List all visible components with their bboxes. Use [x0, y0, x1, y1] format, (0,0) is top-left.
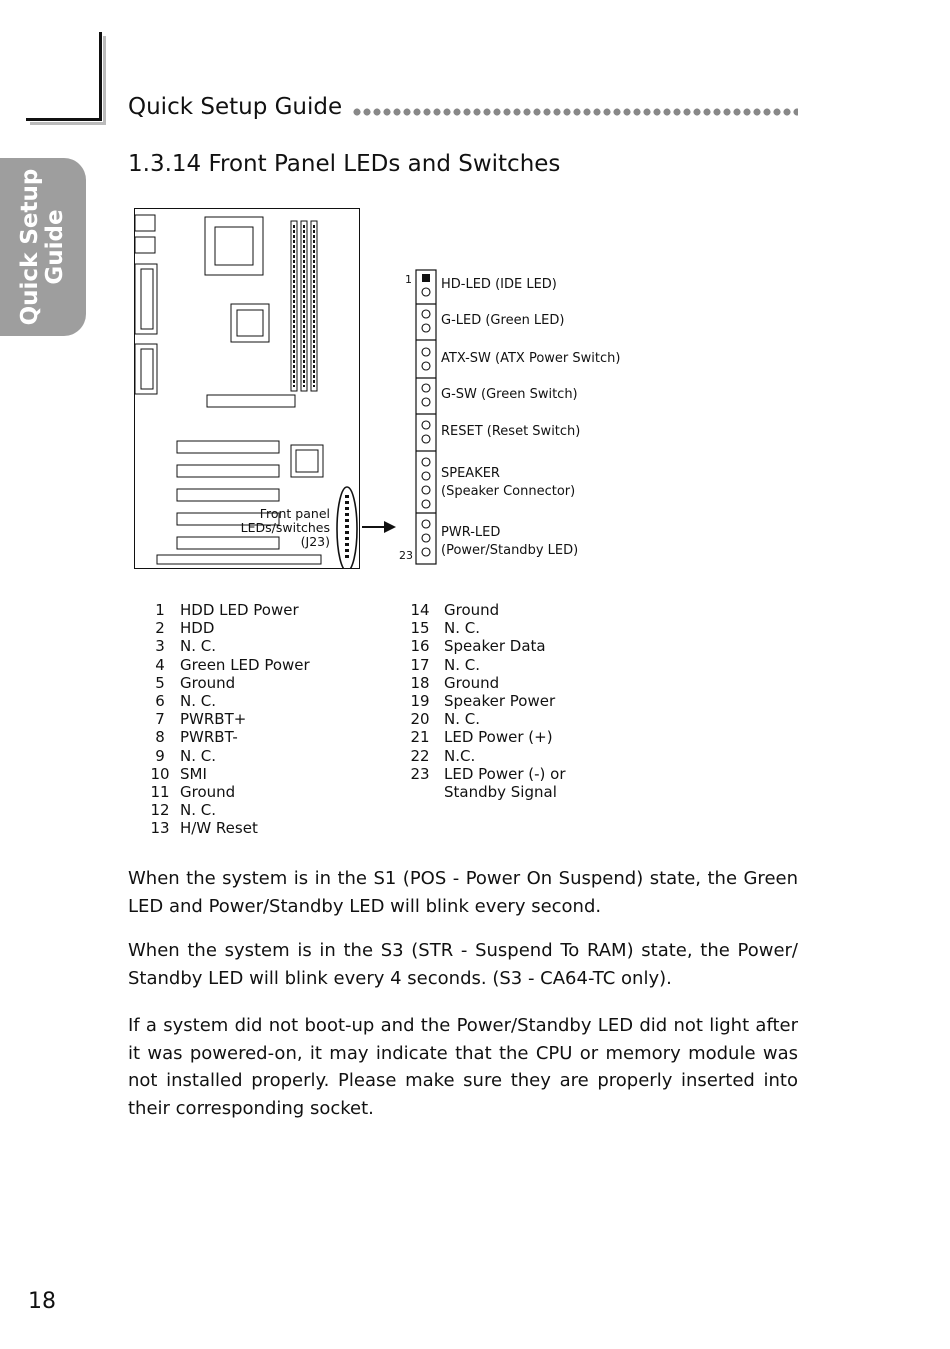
parallel-port	[135, 264, 157, 334]
isa-slot	[157, 555, 321, 564]
label-hd-led: HD-LED (IDE LED)	[441, 277, 557, 292]
pin-num: 12	[150, 801, 170, 820]
pin-row	[396, 656, 566, 674]
pin-row	[140, 656, 310, 674]
pin-row	[396, 765, 566, 783]
pin-name: HDD	[180, 619, 215, 638]
pin-name: N. C.	[444, 710, 480, 729]
pin-name: Ground	[180, 673, 236, 692]
pin-row	[396, 692, 566, 710]
pin-row	[140, 710, 310, 728]
section-title: 1.3.14 Front Panel LEDs and Switches	[128, 151, 561, 177]
front-panel-callout	[230, 507, 330, 549]
pin-name: Ground	[180, 783, 236, 802]
pin-num: 18	[410, 673, 430, 692]
pin-num: 2	[155, 619, 165, 638]
pin-num: 5	[155, 673, 165, 692]
pin-num: 19	[410, 692, 430, 711]
pin-name: LED Power (-) or	[444, 764, 566, 783]
pin-row	[140, 819, 310, 837]
pin-num: 20	[410, 710, 430, 729]
j23-header-small	[345, 495, 349, 558]
pin-row	[140, 801, 310, 819]
corner-mark-shadow	[103, 36, 106, 124]
pin-num: 4	[155, 655, 165, 674]
pin-row	[140, 692, 310, 710]
pin-row	[396, 619, 566, 637]
label-g-sw: G-SW (Green Switch)	[441, 387, 578, 402]
pin-row	[396, 728, 566, 746]
pin-name: N. C.	[180, 637, 216, 656]
side-tab-label	[0, 158, 86, 336]
serial-port	[135, 344, 157, 394]
page-number: 18	[28, 1289, 56, 1314]
pin-name: N. C.	[180, 692, 216, 711]
pin-name: PWRBT-	[180, 728, 238, 747]
pin-num: 8	[155, 728, 165, 747]
callout-line3: (J23)	[300, 534, 330, 549]
pin-table-right	[396, 601, 566, 801]
pin-name: N. C.	[180, 801, 216, 820]
pin-row	[396, 601, 566, 619]
pin-row	[140, 728, 310, 746]
label-pwr-led-sub: (Power/Standby LED)	[441, 543, 579, 558]
pin-num: 15	[410, 619, 430, 638]
dimm-slots	[291, 221, 317, 391]
pin-num: 22	[410, 746, 430, 765]
cpu-socket	[205, 217, 263, 275]
pin-number-last: 23	[399, 549, 413, 562]
j23-connector-enlarged	[404, 268, 438, 568]
pin-num: 3	[155, 637, 165, 656]
pin-num: 6	[155, 692, 165, 711]
pin-name: Ground	[444, 673, 500, 692]
ps2-port	[135, 215, 155, 231]
pin-row	[140, 783, 310, 801]
pin-row	[396, 710, 566, 728]
pin-name: SMI	[180, 764, 207, 783]
pin-number-first: 1	[405, 273, 412, 286]
pin-table-left	[140, 601, 310, 838]
pin-name: N. C.	[444, 655, 480, 674]
pin-num: 9	[155, 746, 165, 765]
paragraph-s3: When the system is in the S3 (STR - Suspend To RAM) state, the Power/ Standby LED will blink every 4 seconds. (S3 - CA64-TC only).	[128, 940, 798, 989]
pin-num	[396, 783, 444, 801]
pin-num: 21	[410, 728, 430, 747]
pin-row	[396, 637, 566, 655]
pin-num: 14	[410, 601, 430, 619]
pin-row	[396, 674, 566, 692]
pin-name: Speaker Power	[444, 692, 556, 711]
pin-num: 17	[410, 655, 430, 674]
pin-name: PWRBT+	[180, 710, 247, 729]
pin-name: N.C.	[444, 746, 476, 765]
paragraph-s1: When the system is in the S1 (POS - Power On Suspend) state, the Green LED and Power/Standby LED will blink every second.	[128, 868, 798, 917]
pin-num: 10	[150, 764, 170, 783]
ps2-port	[135, 237, 155, 253]
corner-mark	[99, 32, 102, 120]
label-pwr-led: PWR-LED	[441, 525, 501, 540]
pci-slot	[177, 441, 279, 453]
header-dotted-rule	[352, 108, 798, 116]
side-tab-line1: Quick Setup	[17, 168, 43, 326]
pin-name: Green LED Power	[180, 655, 310, 674]
pin-row	[140, 619, 310, 637]
paragraph-troubleshoot: If a system did not boot-up and the Power/Standby LED did not light after it was powered-on, it may indicate that the CPU or memory module was not installed properly. Please make sure they are properly inserted into their corresponding socket.	[128, 1015, 798, 1119]
side-tab-line2: Guide	[42, 209, 68, 285]
pin-name: Speaker Data	[444, 637, 546, 656]
pin-num: 23	[410, 764, 430, 783]
pin-name: Ground	[444, 601, 500, 619]
pin-num: 7	[155, 710, 165, 729]
pin-row	[140, 747, 310, 765]
pin-num: 1	[155, 601, 165, 619]
corner-mark-shadow	[30, 122, 106, 125]
pin-num: 11	[150, 783, 170, 802]
pin-name: N. C.	[444, 619, 480, 638]
pin-num: 13	[150, 819, 170, 838]
pin-name: N. C.	[180, 746, 216, 765]
pin-name: H/W Reset	[180, 819, 258, 838]
callout-line1: Front panel	[259, 506, 330, 521]
pci-slot	[177, 489, 279, 501]
pin-name: LED Power (+)	[444, 728, 553, 747]
arrow-icon	[360, 518, 398, 536]
side-tab	[0, 158, 86, 336]
pin-row	[140, 765, 310, 783]
callout-line2: LEDs/switches	[240, 520, 330, 535]
corner-mark	[26, 118, 102, 121]
pci-slot	[177, 465, 279, 477]
label-reset: RESET (Reset Switch)	[441, 424, 581, 439]
label-speaker: SPEAKER	[441, 466, 500, 481]
pin-row	[140, 674, 310, 692]
pin-row	[140, 601, 310, 619]
label-speaker-sub: (Speaker Connector)	[441, 484, 576, 499]
agp-slot	[207, 395, 295, 407]
pin-num: 16	[410, 637, 430, 656]
label-atx-sw: ATX-SW (ATX Power Switch)	[441, 351, 621, 366]
pin-name: Standby Signal	[444, 783, 557, 802]
pin-row	[140, 637, 310, 655]
pin-name: HDD LED Power	[180, 601, 299, 619]
pin-row	[396, 783, 566, 801]
running-header: Quick Setup Guide	[128, 94, 343, 120]
pin-row	[396, 747, 566, 765]
label-g-led: G-LED (Green LED)	[441, 313, 565, 328]
